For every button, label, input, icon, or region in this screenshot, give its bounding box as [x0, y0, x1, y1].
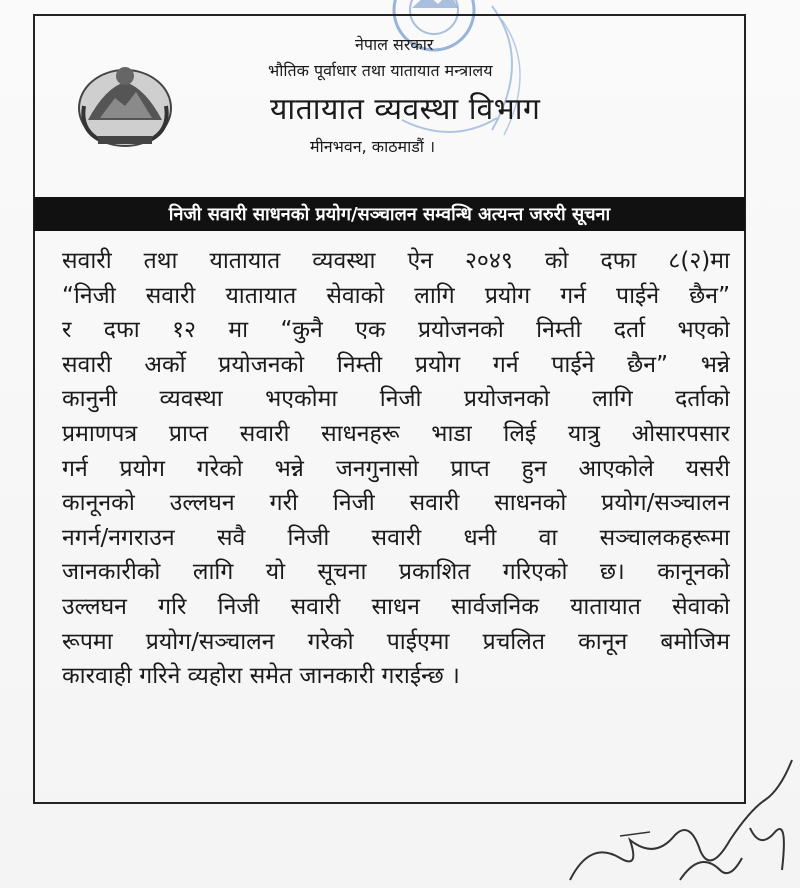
notice-line: कानूनको उल्लघन गरी निजी सवारी साधनको प्रयोग/सञ्चालन [62, 490, 730, 517]
notice-line: रूपमा प्रयोग/सञ्चालन गरेको पाईएमा प्रचलित कानून बमोजिम [62, 628, 730, 655]
notice-line: कानुनी व्यवस्था भएकोमा निजी प्रयोजनको लागि दर्ताको [62, 386, 730, 413]
ministry-name: भौतिक पूर्वाधार तथा यातायात मन्त्रालय [268, 61, 493, 80]
notice-line: “निजी सवारी यातायात सेवाको लागि प्रयोग गर्न पाईने छैन” [62, 282, 730, 309]
department-name: यातायात व्यवस्था विभाग [270, 92, 541, 127]
notice-title: निजी सवारी साधनको प्रयोग/सञ्चालन सम्वन्धि अत्यन्त जरुरी सूचना [34, 197, 745, 231]
notice-line: उल्लघन गरि निजी सवारी साधन सार्वजनिक यातायात सेवाको [62, 593, 730, 620]
notice-body [62, 244, 730, 694]
handwritten-signature-icon [560, 740, 800, 888]
notice-line: नगर्न/नगराउन सवै निजी सवारी धनी वा सञ्चालकहरूमा [62, 524, 730, 551]
office-address: मीनभवन, काठमाडौं । [310, 137, 436, 156]
notice-line: र दफा १२ मा “कुनै एक प्रयोजनको निम्ती दर्ता भएको [62, 317, 730, 344]
notice-line: सवारी अर्को प्रयोजनको निम्ती प्रयोग गर्न पाईने छैन” भन्ने [62, 351, 730, 378]
government-name: नेपाल सरकार [355, 35, 434, 54]
notice-line: गर्न प्रयोग गरेको भन्ने जनगुनासो प्राप्त हुन आएकोले यसरी [62, 455, 730, 482]
notice-line: कारवाही गरिने व्यहोरा समेत जानकारी गराईन्छ । [62, 663, 460, 690]
notice-line: जानकारीको लागि यो सूचना प्रकाशित गरिएको छ। कानूनको [62, 559, 730, 586]
notice-line: सवारी तथा यातायात व्यवस्था ऐन २०४९ को दफा ८(२)मा [62, 248, 730, 274]
notice-line: प्रमाणपत्र प्राप्त सवारी साधनहरू भाडा लिई यात्रु ओसारपसार [62, 420, 730, 447]
